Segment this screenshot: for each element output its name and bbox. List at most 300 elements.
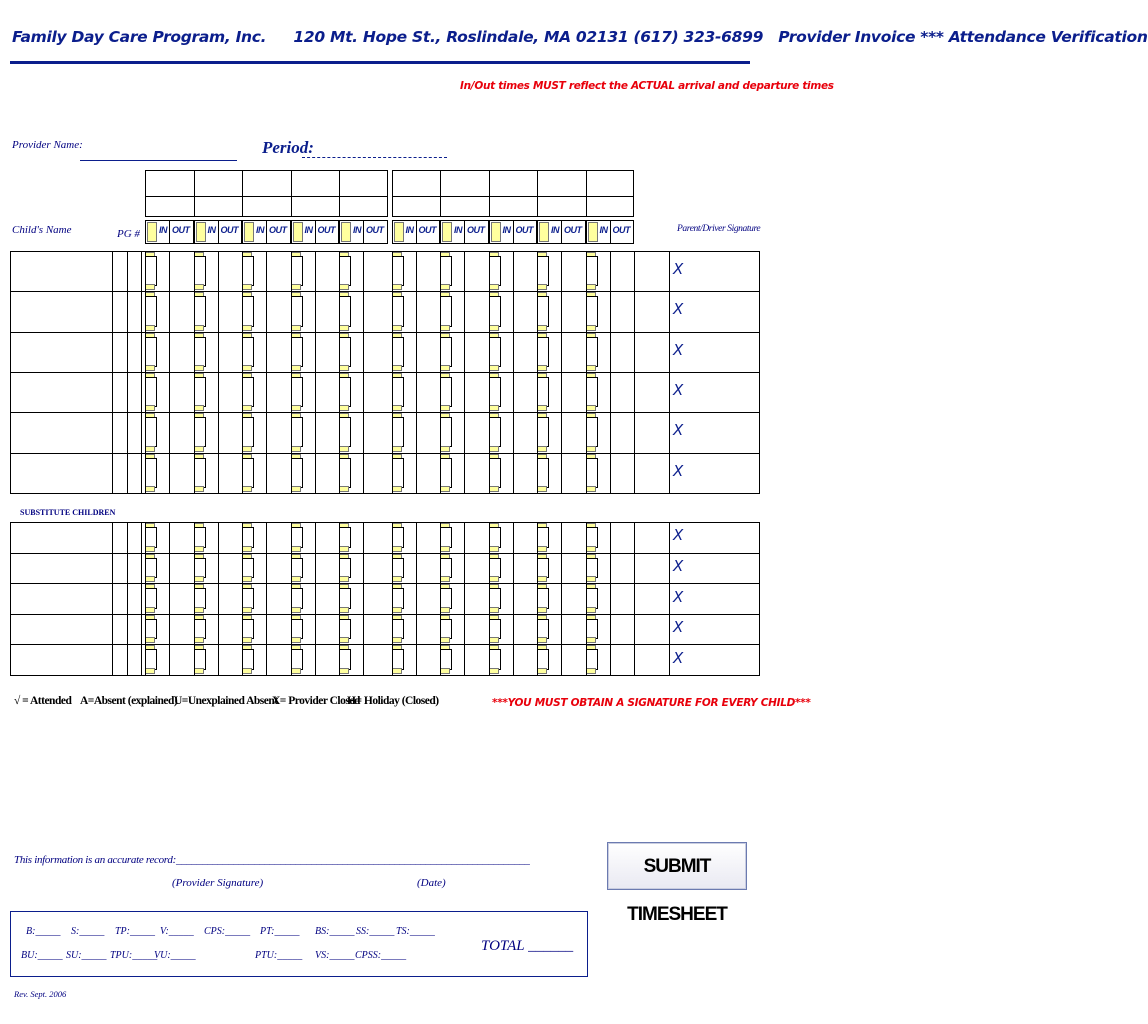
code-v[interactable]: V:_____ <box>160 926 194 937</box>
substitute-time-out-cell[interactable] <box>159 645 192 674</box>
child-time-out-cell[interactable] <box>551 454 584 492</box>
child-time-out-cell[interactable] <box>406 373 439 411</box>
child-time-highlight <box>392 284 402 290</box>
substitute-time-out-cell[interactable] <box>353 584 386 613</box>
child-time-in-cell[interactable] <box>242 377 254 407</box>
child-signature-x-icon: X <box>673 461 684 480</box>
substitute-time-out-cell[interactable] <box>551 523 584 552</box>
child-time-in-cell[interactable] <box>194 458 206 488</box>
child-signature-cell[interactable] <box>686 454 758 492</box>
substitute-time-out-cell[interactable] <box>208 615 241 644</box>
submit-timesheet-button[interactable]: SUBMIT TIMESHEET <box>607 842 747 890</box>
substitute-child-name-cell[interactable] <box>11 554 111 583</box>
substitute-time-in-cell[interactable] <box>291 649 303 670</box>
child-time-in-cell[interactable] <box>194 377 206 407</box>
substitute-time-in-cell[interactable] <box>145 588 157 609</box>
child-time-in-cell[interactable] <box>489 417 501 447</box>
substitute-time-highlight <box>537 607 547 613</box>
child-time-in-cell[interactable] <box>586 377 598 407</box>
child-time-out-cell[interactable] <box>600 292 633 330</box>
child-time-highlight <box>291 486 301 492</box>
child-time-in-cell[interactable] <box>291 377 303 407</box>
child-time-in-cell[interactable] <box>537 417 549 447</box>
child-time-in-cell[interactable] <box>537 377 549 407</box>
child-time-in-cell[interactable] <box>339 296 351 326</box>
substitute-time-in-cell[interactable] <box>440 588 452 609</box>
child-time-in-cell[interactable] <box>586 417 598 447</box>
child-time-in-cell[interactable] <box>489 458 501 488</box>
child-child-name-cell[interactable] <box>11 252 111 290</box>
child-time-out-cell[interactable] <box>305 252 338 290</box>
child-time-in-cell[interactable] <box>291 256 303 286</box>
in-header: IN <box>599 225 608 235</box>
substitute-time-in-cell[interactable] <box>537 558 549 579</box>
child-time-in-cell[interactable] <box>194 256 206 286</box>
child-time-out-cell[interactable] <box>159 454 192 492</box>
substitute-time-out-cell[interactable] <box>406 584 439 613</box>
substitute-time-in-cell[interactable] <box>586 619 598 640</box>
child-time-in-cell[interactable] <box>392 256 404 286</box>
substitute-time-in-cell[interactable] <box>440 619 452 640</box>
child-time-in-cell[interactable] <box>586 296 598 326</box>
substitute-signature-cell[interactable] <box>686 584 758 613</box>
child-time-out-cell[interactable] <box>208 373 241 411</box>
substitute-time-out-cell[interactable] <box>600 554 633 583</box>
child-time-in-cell[interactable] <box>537 296 549 326</box>
substitute-time-in-cell[interactable] <box>339 588 351 609</box>
child-child-name-cell[interactable] <box>11 373 111 411</box>
substitute-time-in-cell[interactable] <box>291 619 303 640</box>
child-time-in-cell[interactable] <box>440 256 452 286</box>
code-cps[interactable]: CPS:_____ <box>204 926 251 937</box>
substitute-time-out-cell[interactable] <box>600 523 633 552</box>
child-time-in-cell[interactable] <box>339 417 351 447</box>
child-time-out-cell[interactable] <box>503 454 536 492</box>
code-ptu[interactable]: PTU:_____ <box>255 950 303 961</box>
child-column-line <box>416 251 417 493</box>
child-column-line <box>315 251 316 493</box>
child-time-in-cell[interactable] <box>145 417 157 447</box>
substitute-time-in-cell[interactable] <box>339 619 351 640</box>
child-signature-x-icon: X <box>673 381 684 400</box>
substitute-time-out-cell[interactable] <box>256 554 289 583</box>
substitute-time-in-cell[interactable] <box>440 558 452 579</box>
substitute-time-in-cell[interactable] <box>440 527 452 548</box>
substitute-signature-x-icon: X <box>673 587 684 606</box>
child-signature-cell[interactable] <box>686 252 758 290</box>
substitute-time-in-cell[interactable] <box>194 558 206 579</box>
child-time-in-cell[interactable] <box>440 417 452 447</box>
substitute-signature-cell[interactable] <box>686 554 758 583</box>
substitute-time-out-cell[interactable] <box>208 523 241 552</box>
code-vs[interactable]: VS:_____ <box>315 950 355 961</box>
substitute-child-name-cell[interactable] <box>11 645 111 674</box>
child-time-out-cell[interactable] <box>353 292 386 330</box>
child-time-in-cell[interactable] <box>291 337 303 367</box>
substitute-signature-cell[interactable] <box>686 615 758 644</box>
substitute-time-out-cell[interactable] <box>208 554 241 583</box>
child-time-out-cell[interactable] <box>551 252 584 290</box>
substitute-time-out-cell[interactable] <box>353 554 386 583</box>
child-time-out-cell[interactable] <box>159 373 192 411</box>
total-field[interactable]: TOTAL ______ <box>481 938 574 954</box>
child-time-out-cell[interactable] <box>454 454 487 492</box>
substitute-time-in-cell[interactable] <box>489 527 501 548</box>
substitute-time-out-cell[interactable] <box>256 615 289 644</box>
child-time-out-cell[interactable] <box>503 413 536 451</box>
substitute-time-in-cell[interactable] <box>242 558 254 579</box>
child-time-in-cell[interactable] <box>242 337 254 367</box>
substitute-time-out-cell[interactable] <box>454 584 487 613</box>
substitute-time-out-cell[interactable] <box>353 523 386 552</box>
child-time-out-cell[interactable] <box>551 373 584 411</box>
child-time-out-cell[interactable] <box>600 252 633 290</box>
child-time-out-cell[interactable] <box>600 373 633 411</box>
child-signature-cell[interactable] <box>686 413 758 451</box>
substitute-time-out-cell[interactable] <box>159 554 192 583</box>
child-time-out-cell[interactable] <box>208 252 241 290</box>
child-time-in-cell[interactable] <box>145 296 157 326</box>
substitute-time-in-cell[interactable] <box>339 649 351 670</box>
child-time-in-cell[interactable] <box>291 296 303 326</box>
substitute-time-in-cell[interactable] <box>586 527 598 548</box>
child-time-highlight <box>339 365 349 371</box>
substitute-time-out-cell[interactable] <box>454 645 487 674</box>
child-time-highlight <box>537 365 547 371</box>
child-time-in-cell[interactable] <box>489 296 501 326</box>
substitute-time-in-cell[interactable] <box>489 558 501 579</box>
substitute-time-out-cell[interactable] <box>305 645 338 674</box>
child-signature-cell[interactable] <box>686 292 758 330</box>
child-time-out-cell[interactable] <box>256 413 289 451</box>
substitute-time-out-cell[interactable] <box>551 645 584 674</box>
substitute-time-in-cell[interactable] <box>339 558 351 579</box>
substitute-time-in-cell[interactable] <box>242 588 254 609</box>
substitute-time-in-cell[interactable] <box>291 588 303 609</box>
child-time-highlight <box>489 365 499 371</box>
substitute-time-in-cell[interactable] <box>489 619 501 640</box>
child-time-out-cell[interactable] <box>353 413 386 451</box>
child-time-out-cell[interactable] <box>406 413 439 451</box>
child-time-out-cell[interactable] <box>256 333 289 371</box>
child-time-highlight <box>489 486 499 492</box>
child-time-in-cell[interactable] <box>194 296 206 326</box>
code-ss[interactable]: SS:_____ <box>356 926 395 937</box>
substitute-time-out-cell[interactable] <box>159 523 192 552</box>
child-time-in-cell[interactable] <box>145 458 157 488</box>
child-time-out-cell[interactable] <box>208 454 241 492</box>
child-time-out-cell[interactable] <box>454 413 487 451</box>
substitute-time-out-cell[interactable] <box>503 523 536 552</box>
child-time-in-cell[interactable] <box>339 337 351 367</box>
substitute-time-highlight <box>291 637 301 643</box>
child-time-in-cell[interactable] <box>392 417 404 447</box>
child-time-highlight <box>586 284 596 290</box>
substitute-child-name-cell[interactable] <box>11 523 111 552</box>
child-time-highlight <box>489 446 499 452</box>
child-time-out-cell[interactable] <box>406 454 439 492</box>
legend-attended: √ = Attended <box>14 695 72 707</box>
child-time-in-cell[interactable] <box>145 256 157 286</box>
child-child-name-cell[interactable] <box>11 454 111 492</box>
substitute-time-out-cell[interactable] <box>503 645 536 674</box>
substitute-time-out-cell[interactable] <box>256 523 289 552</box>
substitute-time-in-cell[interactable] <box>392 588 404 609</box>
child-time-out-cell[interactable] <box>208 292 241 330</box>
substitute-time-in-cell[interactable] <box>291 558 303 579</box>
child-time-out-cell[interactable] <box>305 333 338 371</box>
substitute-time-out-cell[interactable] <box>406 645 439 674</box>
child-time-in-cell[interactable] <box>537 458 549 488</box>
substitute-time-out-cell[interactable] <box>600 645 633 674</box>
child-time-in-cell[interactable] <box>392 377 404 407</box>
child-time-in-cell[interactable] <box>537 337 549 367</box>
child-time-out-cell[interactable] <box>600 333 633 371</box>
substitute-time-out-cell[interactable] <box>454 554 487 583</box>
child-time-in-cell[interactable] <box>489 256 501 286</box>
child-time-in-cell[interactable] <box>145 377 157 407</box>
child-time-highlight <box>489 405 499 411</box>
child-time-in-cell[interactable] <box>339 458 351 488</box>
child-time-in-cell[interactable] <box>242 296 254 326</box>
child-time-out-cell[interactable] <box>159 333 192 371</box>
substitute-time-in-cell[interactable] <box>194 649 206 670</box>
substitute-time-out-cell[interactable] <box>353 645 386 674</box>
substitute-time-in-cell[interactable] <box>586 558 598 579</box>
child-time-out-cell[interactable] <box>305 454 338 492</box>
in-header: IN <box>159 225 167 235</box>
child-time-out-cell[interactable] <box>159 252 192 290</box>
child-time-in-cell[interactable] <box>440 337 452 367</box>
child-time-in-cell[interactable] <box>440 296 452 326</box>
substitute-time-in-cell[interactable] <box>194 619 206 640</box>
child-time-out-cell[interactable] <box>208 413 241 451</box>
substitute-time-in-cell[interactable] <box>489 649 501 670</box>
in-out-divider <box>561 220 562 244</box>
child-time-in-cell[interactable] <box>242 256 254 286</box>
substitute-time-in-cell[interactable] <box>489 588 501 609</box>
child-time-out-cell[interactable] <box>406 292 439 330</box>
child-time-in-cell[interactable] <box>339 377 351 407</box>
child-time-highlight <box>392 405 402 411</box>
substitute-time-in-cell[interactable] <box>537 649 549 670</box>
substitute-column-line <box>440 522 441 675</box>
child-time-in-cell[interactable] <box>440 458 452 488</box>
code-tp[interactable]: TP:_____ <box>115 926 155 937</box>
substitute-time-out-cell[interactable] <box>305 615 338 644</box>
substitute-column-line <box>634 522 635 675</box>
child-time-highlight <box>586 486 596 492</box>
child-time-in-cell[interactable] <box>392 296 404 326</box>
child-time-out-cell[interactable] <box>256 454 289 492</box>
substitute-time-in-cell[interactable] <box>537 527 549 548</box>
substitute-signature-cell[interactable] <box>686 645 758 674</box>
code-b[interactable]: B:_____ <box>26 926 61 937</box>
substitute-time-out-cell[interactable] <box>551 554 584 583</box>
substitute-time-out-cell[interactable] <box>305 554 338 583</box>
code-bs[interactable]: BS:_____ <box>315 926 355 937</box>
substitute-time-in-cell[interactable] <box>145 649 157 670</box>
substitute-time-highlight <box>194 607 204 613</box>
substitute-time-in-cell[interactable] <box>392 619 404 640</box>
child-time-out-cell[interactable] <box>353 252 386 290</box>
child-time-out-cell[interactable] <box>454 373 487 411</box>
code-tpu[interactable]: TPU:_____ <box>110 950 158 961</box>
child-time-out-cell[interactable] <box>256 373 289 411</box>
child-column-line <box>759 251 760 493</box>
child-time-out-cell[interactable] <box>256 292 289 330</box>
child-time-in-cell[interactable] <box>489 337 501 367</box>
child-time-in-cell[interactable] <box>586 337 598 367</box>
date-header-divider <box>339 170 340 217</box>
substitute-time-out-cell[interactable] <box>406 615 439 644</box>
certification-line[interactable] <box>14 854 530 866</box>
child-time-out-cell[interactable] <box>406 333 439 371</box>
child-time-out-cell[interactable] <box>353 373 386 411</box>
substitute-time-in-cell[interactable] <box>242 649 254 670</box>
child-time-in-cell[interactable] <box>194 417 206 447</box>
child-time-out-cell[interactable] <box>503 292 536 330</box>
code-bu[interactable]: BU:_____ <box>21 950 63 961</box>
substitute-time-in-cell[interactable] <box>242 619 254 640</box>
substitute-time-out-cell[interactable] <box>600 584 633 613</box>
substitute-time-out-cell[interactable] <box>406 523 439 552</box>
substitute-time-out-cell[interactable] <box>256 645 289 674</box>
substitute-time-out-cell[interactable] <box>503 615 536 644</box>
substitute-time-out-cell[interactable] <box>551 615 584 644</box>
substitute-time-highlight <box>537 668 547 674</box>
code-vu[interactable]: VU:_____ <box>154 950 196 961</box>
child-time-out-cell[interactable] <box>159 413 192 451</box>
substitute-time-in-cell[interactable] <box>291 527 303 548</box>
child-time-in-cell[interactable] <box>586 458 598 488</box>
substitute-time-out-cell[interactable] <box>551 584 584 613</box>
child-time-out-cell[interactable] <box>159 292 192 330</box>
child-signature-cell[interactable] <box>686 373 758 411</box>
child-time-out-cell[interactable] <box>551 292 584 330</box>
substitute-time-out-cell[interactable] <box>159 615 192 644</box>
substitute-time-in-cell[interactable] <box>242 527 254 548</box>
substitute-time-out-cell[interactable] <box>406 554 439 583</box>
child-time-out-cell[interactable] <box>503 373 536 411</box>
substitute-time-out-cell[interactable] <box>305 523 338 552</box>
in-out-divider <box>610 220 611 244</box>
substitute-time-in-cell[interactable] <box>440 649 452 670</box>
substitute-signature-cell[interactable] <box>686 523 758 552</box>
substitute-child-name-cell[interactable] <box>11 584 111 613</box>
substitute-time-out-cell[interactable] <box>208 645 241 674</box>
child-time-out-cell[interactable] <box>406 252 439 290</box>
child-time-in-cell[interactable] <box>339 256 351 286</box>
child-time-out-cell[interactable] <box>600 413 633 451</box>
child-time-out-cell[interactable] <box>353 454 386 492</box>
child-time-out-cell[interactable] <box>305 413 338 451</box>
substitute-time-out-cell[interactable] <box>353 615 386 644</box>
substitute-column-line <box>291 522 292 675</box>
substitute-time-in-cell[interactable] <box>537 619 549 640</box>
child-time-in-cell[interactable] <box>242 417 254 447</box>
substitute-time-out-cell[interactable] <box>305 584 338 613</box>
child-time-highlight <box>489 325 499 331</box>
code-pt[interactable]: PT:_____ <box>260 926 300 937</box>
substitute-time-in-cell[interactable] <box>392 649 404 670</box>
substitute-time-in-cell[interactable] <box>145 527 157 548</box>
substitute-time-in-cell[interactable] <box>586 649 598 670</box>
child-time-in-cell[interactable] <box>242 458 254 488</box>
child-time-in-cell[interactable] <box>489 377 501 407</box>
substitute-time-in-cell[interactable] <box>586 588 598 609</box>
code-cpss[interactable]: CPSS:_____ <box>355 950 407 961</box>
child-time-in-cell[interactable] <box>537 256 549 286</box>
substitute-time-out-cell[interactable] <box>454 523 487 552</box>
child-child-name-cell[interactable] <box>11 333 111 371</box>
substitute-time-out-cell[interactable] <box>208 584 241 613</box>
substitute-child-name-cell[interactable] <box>11 615 111 644</box>
child-time-out-cell[interactable] <box>256 252 289 290</box>
substitute-time-out-cell[interactable] <box>503 554 536 583</box>
child-time-in-cell[interactable] <box>586 256 598 286</box>
child-time-out-cell[interactable] <box>454 292 487 330</box>
child-signature-cell[interactable] <box>686 333 758 371</box>
substitute-time-in-cell[interactable] <box>194 588 206 609</box>
substitute-time-in-cell[interactable] <box>339 527 351 548</box>
code-s[interactable]: S:_____ <box>71 926 105 937</box>
child-time-in-cell[interactable] <box>145 337 157 367</box>
child-time-out-cell[interactable] <box>600 454 633 492</box>
child-time-in-cell[interactable] <box>291 417 303 447</box>
substitute-time-highlight <box>194 668 204 674</box>
child-signature-x-icon: X <box>673 421 684 440</box>
child-time-in-cell[interactable] <box>392 337 404 367</box>
child-time-out-cell[interactable] <box>305 373 338 411</box>
substitute-time-highlight <box>291 546 301 552</box>
substitute-time-in-cell[interactable] <box>392 558 404 579</box>
child-time-out-cell[interactable] <box>551 413 584 451</box>
child-time-in-cell[interactable] <box>291 458 303 488</box>
substitute-time-in-cell[interactable] <box>145 558 157 579</box>
child-time-in-cell[interactable] <box>194 337 206 367</box>
child-time-out-cell[interactable] <box>503 333 536 371</box>
child-time-out-cell[interactable] <box>551 333 584 371</box>
substitute-column-line <box>242 522 243 675</box>
form-title: Provider Invoice *** Attendance Verification <box>778 28 1148 46</box>
substitute-time-out-cell[interactable] <box>600 615 633 644</box>
child-time-in-cell[interactable] <box>440 377 452 407</box>
substitute-time-in-cell[interactable] <box>537 588 549 609</box>
child-time-out-cell[interactable] <box>305 292 338 330</box>
child-time-out-cell[interactable] <box>353 333 386 371</box>
substitute-time-out-cell[interactable] <box>454 615 487 644</box>
substitute-time-in-cell[interactable] <box>145 619 157 640</box>
child-time-out-cell[interactable] <box>503 252 536 290</box>
child-time-out-cell[interactable] <box>454 252 487 290</box>
child-time-highlight <box>440 446 450 452</box>
code-su[interactable]: SU:_____ <box>66 950 107 961</box>
substitute-time-in-cell[interactable] <box>392 527 404 548</box>
substitute-time-out-cell[interactable] <box>503 584 536 613</box>
code-ts[interactable]: TS:_____ <box>396 926 435 937</box>
child-time-out-cell[interactable] <box>208 333 241 371</box>
substitute-time-highlight <box>339 668 349 674</box>
substitute-time-highlight <box>537 546 547 552</box>
substitute-time-out-cell[interactable] <box>256 584 289 613</box>
child-time-out-cell[interactable] <box>454 333 487 371</box>
substitute-time-out-cell[interactable] <box>159 584 192 613</box>
child-time-in-cell[interactable] <box>392 458 404 488</box>
child-child-name-cell[interactable] <box>11 413 111 451</box>
substitute-time-in-cell[interactable] <box>194 527 206 548</box>
child-child-name-cell[interactable] <box>11 292 111 330</box>
